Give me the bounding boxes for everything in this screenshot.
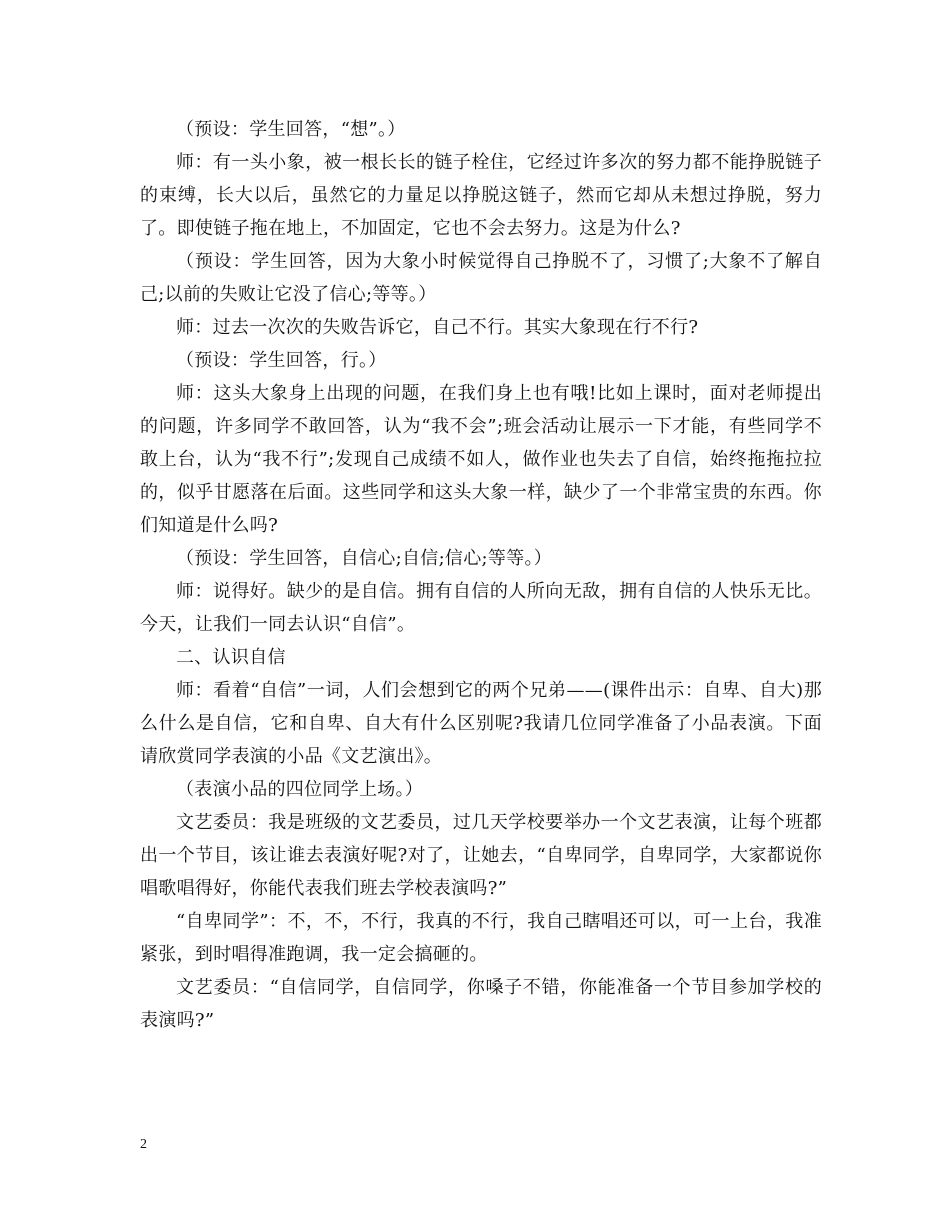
paragraph: 文艺委员：“自信同学，自信同学，你嗓子不错，你能准备一个节目参加学校的表演吗?” (140, 977, 822, 1031)
paragraph: （表演小品的四位同学上场。） (176, 779, 424, 800)
paragraph: 师：看着“自信”一词，人们会想到它的两个兄弟——(课件出示：自卑、自大)那么什么是自信，它和自卑、自大有什么区别呢?我请几位同学准备了小品表演。下面请欣赏同学表演的小品《文艺演出》。 (140, 680, 822, 767)
paragraph: （预设：学生回答，“想”。） (176, 119, 406, 140)
paragraph: 文艺委员：我是班级的文艺委员，过几天学校要举办一个文艺表演，让每个班都出一个节目，该让谁去表演好呢?对了，让她去，“自卑同学，自卑同学，大家都说你唱歌唱得好，你能代表我们班去学校表演吗?” (140, 812, 822, 899)
paragraph: 师：有一头小象，被一根长长的链子栓住，它经过许多次的努力都不能挣脱链子的束缚，长大以后，虽然它的力量足以挣脱这链子，然而它却从未想过挣脱，努力了。即使链子拖在地上，不加固定，它也不会去努力。这是为什么? (140, 152, 822, 239)
page-number: 2 (140, 1137, 147, 1152)
document-body (140, 113, 822, 1037)
paragraph: （预设：学生回答，因为大象小时候觉得自己挣脱不了，习惯了;大象不了解自己;以前的失败让它没了信心;等等。） (140, 251, 822, 305)
paragraph: 师：这头大象身上出现的问题，在我们身上也有哦!比如上课时，面对老师提出的问题，许多同学不敢回答，认为“我不会”;班会活动让展示一下才能，有些同学不敢上台，认为“我不行”;发现自己成绩不如人，做作业也失去了自信，始终拖拖拉拉的，似乎甘愿落在后面。这些同学和这头大象一样，缺少了一个非常宝贵的东西。你们知道是什么吗? (140, 383, 822, 536)
paragraph: 师：说得好。缺少的是自信。拥有自信的人所向无敌，拥有自信的人快乐无比。今天，让我们一同去认识“自信”。 (140, 581, 822, 635)
paragraph: 师：过去一次次的失败告诉它，自己不行。其实大象现在行不行? (176, 317, 699, 338)
section-heading: 二、认识自信 (176, 647, 286, 668)
paragraph: “自卑同学”：不，不，不行，我真的不行，我自己瞎唱还可以，可一上台，我准紧张，到时唱得准跑调，我一定会搞砸的。 (140, 911, 822, 965)
paragraph: （预设：学生回答，行。） (176, 350, 387, 371)
paragraph: （预设：学生回答，自信心;自信;信心;等等。） (176, 548, 553, 569)
